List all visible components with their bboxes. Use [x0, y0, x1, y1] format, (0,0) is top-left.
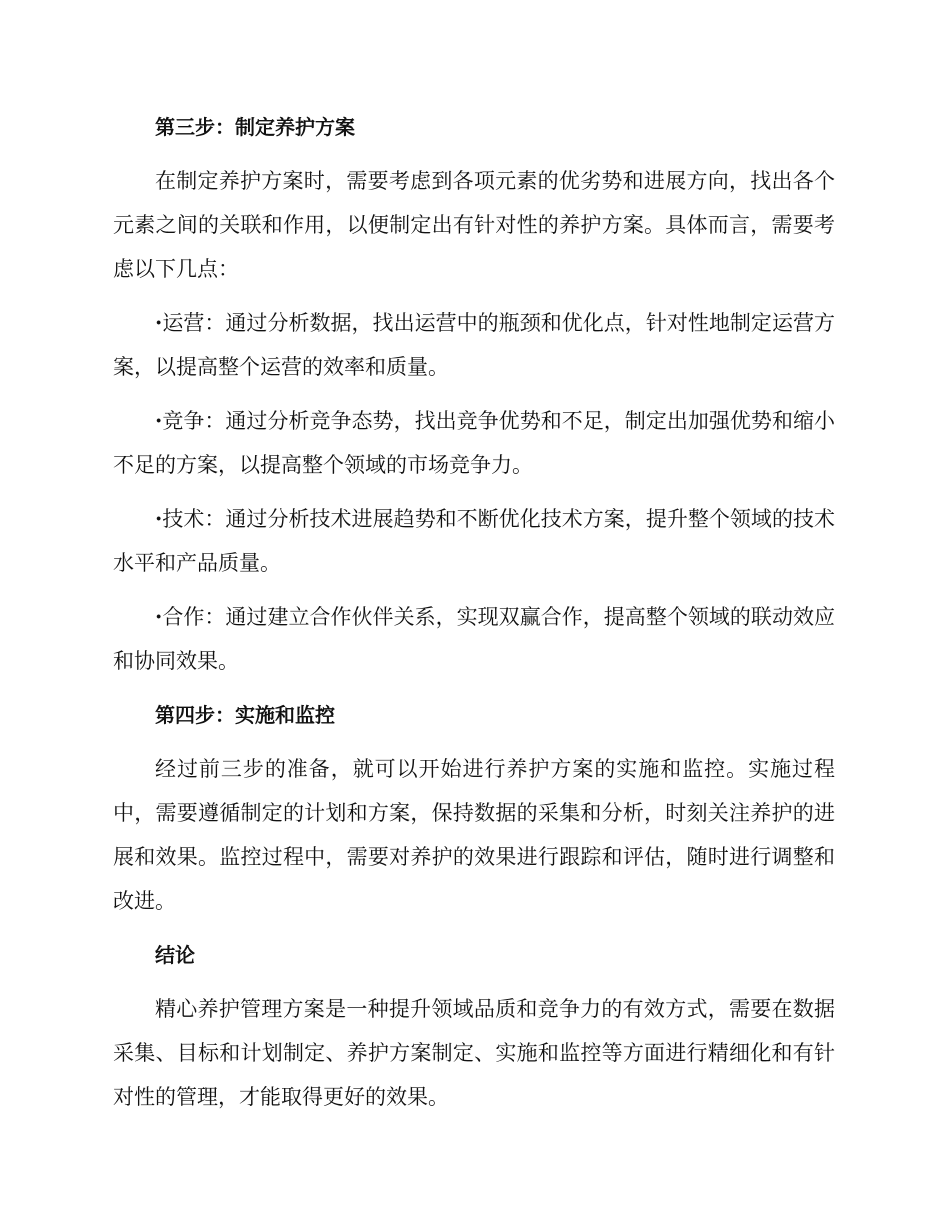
- bullet-item-operations: [113, 301, 835, 389]
- document-page: [113, 105, 835, 1129]
- bullet-marker: ·: [155, 310, 163, 335]
- section-heading-step3: 第三步：制定养护方案: [155, 115, 355, 139]
- bullet-item-cooperation: [113, 595, 835, 683]
- bullet-item-technology: [113, 497, 835, 585]
- bullet-marker: ·: [155, 408, 163, 433]
- paragraph-step4-body: 经过前三步的准备，就可以开始进行养护方案的实施和监控。实施过程中，需要遵循制定的计划和方案，保持数据的采集和分析，时刻关注养护的进展和效果。监控过程中，需要对养护的效果进行跟踪和评估，随时进行调整和改进。: [113, 757, 835, 913]
- section-heading-conclusion: 结论: [155, 943, 195, 967]
- bullet-text: 技术：通过分析技术进展趋势和不断优化技术方案，提升整个领域的技术水平和产品质量。: [113, 507, 835, 575]
- bullet-item-competition: [113, 399, 835, 487]
- bullet-marker: ·: [155, 604, 163, 629]
- bullet-text: 竞争：通过分析竞争态势，找出竞争优势和不足，制定出加强优势和缩小不足的方案，以提高整个领域的市场竞争力。: [113, 409, 835, 477]
- section-heading-step4: 第四步：实施和监控: [155, 703, 335, 727]
- paragraph-conclusion-body: 精心养护管理方案是一种提升领域品质和竞争力的有效方式，需要在数据采集、目标和计划制定、养护方案制定、实施和监控等方面进行精细化和有针对性的管理，才能取得更好的效果。: [113, 997, 835, 1109]
- paragraph-step3-intro: 在制定养护方案时，需要考虑到各项元素的优劣势和进展方向，找出各个元素之间的关联和作用，以便制定出有针对性的养护方案。具体而言，需要考虑以下几点：: [113, 169, 835, 281]
- bullet-text: 合作：通过建立合作伙伴关系，实现双赢合作，提高整个领域的联动效应和协同效果。: [113, 605, 835, 673]
- bullet-marker: ·: [155, 506, 163, 531]
- bullet-text: 运营：通过分析数据，找出运营中的瓶颈和优化点，针对性地制定运营方案，以提高整个运营的效率和质量。: [113, 311, 835, 379]
